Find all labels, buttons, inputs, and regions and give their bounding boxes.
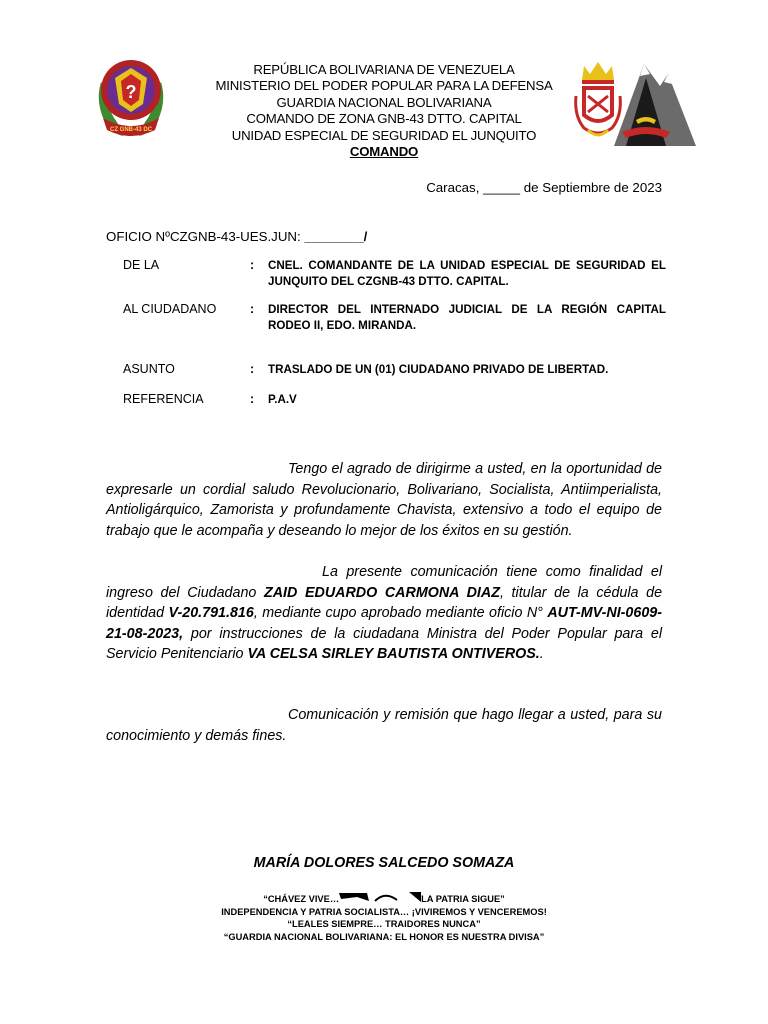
footer-mottos [0, 891, 768, 943]
paragraph-text: Comunicación y remisión que hago llegar a usted, para su conocimiento y demás fines. [106, 707, 662, 744]
footer-text: “CHÁVEZ VIVE… [263, 894, 340, 904]
field-label: ASUNTO [123, 362, 175, 376]
field-value: TRASLADO DE UN (01) CIUDADANO PRIVADO DE LIBERTAD. [268, 363, 609, 376]
minister-name: VA CELSA SIRLEY BAUTISTA ONTIVEROS. [247, 646, 540, 663]
field-colon: : [250, 362, 255, 376]
header-line-republic: REPÚBLICA BOLIVARIANA DE VENEZUELA [253, 62, 515, 77]
paragraph-text: Tengo el agrado de dirigirme a usted, en la oportunidad de expresarle un cordial saludo Revolucionario, Bolivariano, Socialista, Antiimperialista, Antioligárquico, Zamorista y profundamente Chavista, extensivo a todo el equipo de trabajo que le acompaña y deseando lo mejor de los éxitos en su gestión. [106, 461, 662, 539]
footer-line-3: “LEALES SIEMPRE… TRAIDORES NUNCA” [287, 919, 481, 930]
signature-name: MARÍA DOLORES SALCEDO SOMAZA [253, 855, 515, 871]
header-line-unit: UNIDAD ESPECIAL DE SEGURIDAD EL JUNQUITO [231, 127, 537, 143]
citizen-id: V-20.791.816 [168, 605, 254, 622]
body-paragraph-greeting [106, 459, 662, 541]
header-line-ministry: MINISTERIO DEL PODER POPULAR PARA LA DEFENSA [215, 78, 553, 94]
field-colon: : [250, 302, 255, 316]
authorization-oficio: AUT-MV-NI-0609-21-08-2023, [106, 605, 662, 642]
header-line-comando: COMANDO [349, 144, 419, 160]
oficio-blank: ________/ [304, 229, 368, 244]
field-label: DE LA [123, 258, 160, 272]
field-value: CNEL. COMANDANTE DE LA UNIDAD ESPECIAL DE SEGURIDAD EL JUNQUITO DEL CZGNB-43 DTTO. CAPITAL. [268, 259, 666, 288]
paragraph-text: . [539, 646, 544, 663]
field-label: REFERENCIA [123, 392, 204, 406]
signature-scribble-icon [339, 891, 421, 901]
field-colon: : [250, 392, 255, 406]
header-line-zone: COMANDO DE ZONA GNB-43 DTTO. CAPITAL [246, 111, 522, 127]
body-paragraph-closing [106, 705, 662, 746]
header-line-guard: GUARDIA NACIONAL BOLIVARIANA [276, 94, 492, 110]
letterhead [200, 62, 568, 160]
footer-line-2: INDEPENDENCIA Y PATRIA SOCIALISTA… ¡VIVIREMOS Y VENCEREMOS! [221, 906, 547, 917]
unit-emblem-icon [93, 52, 169, 144]
emblem-motto: CZ GNB-43 DC [109, 127, 153, 133]
svg-text:?: ? [125, 82, 137, 102]
field-label: AL CIUDADANO [123, 302, 217, 316]
date-line: Caracas, _____ de Septiembre de 2023 [426, 180, 662, 195]
field-value: DIRECTOR DEL INTERNADO JUDICIAL DE LA REGIÓN CAPITAL RODEO II, EDO. MIRANDA. [268, 303, 666, 332]
paragraph-text: La presente comunicación tiene como finalidad el ingreso del Ciudadano [106, 564, 662, 601]
oficio-label: OFICIO NºCZGNB-43-UES.JUN: [106, 229, 305, 244]
oficio-number [106, 229, 367, 244]
field-colon: : [250, 258, 255, 272]
gnb-crest-and-mountain-icon [574, 56, 696, 152]
paragraph-text: , mediante cupo aprobado mediante oficio N° [253, 605, 548, 622]
paragraph-text: por instrucciones de la ciudadana Ministra del Poder Popular para el Servicio Penitenciario [106, 625, 662, 663]
body-paragraph-purpose [106, 562, 662, 665]
footer-text: LA PATRIA SIGUE” [421, 894, 505, 904]
footer-line-1 [0, 891, 768, 906]
citizen-name: ZAID EDUARDO CARMONA DIAZ [263, 584, 500, 601]
footer-line-4: “GUARDIA NACIONAL BOLIVARIANA: EL HONOR ES NUESTRA DIVISA” [223, 931, 545, 942]
field-value: P.A.V [268, 393, 297, 406]
paragraph-text: , titular de la cédula de identidad [106, 584, 663, 622]
